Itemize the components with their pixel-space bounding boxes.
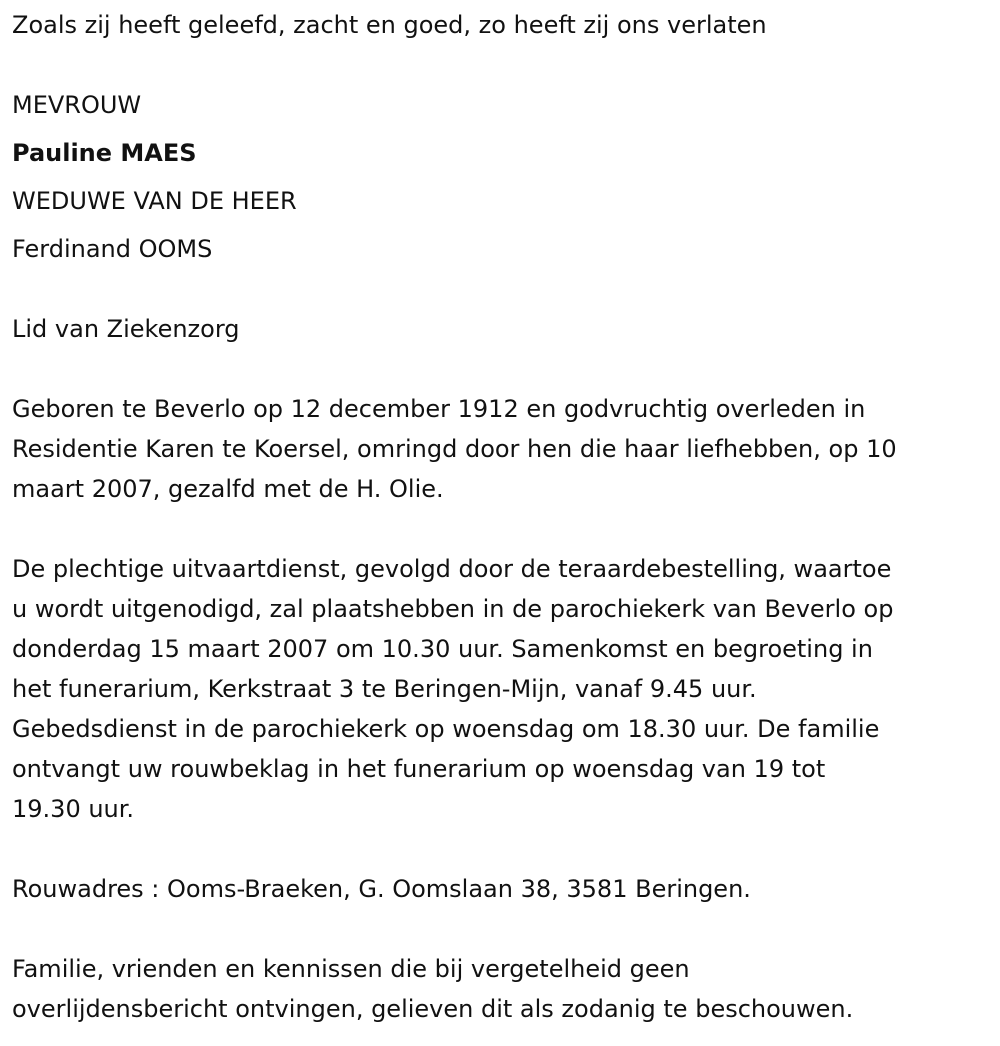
family-paragraph — [12, 949, 988, 1029]
birth-death-line: maart 2007, gezalfd met de H. Olie. — [12, 475, 444, 503]
family-line: Familie, vrienden en kennissen die bij vergetelheid geen — [12, 955, 690, 983]
birth-death-line: Geboren te Beverlo op 12 december 1912 en godvruchtig overleden in — [12, 395, 866, 423]
deceased-name: Pauline MAES — [12, 139, 197, 167]
section-spacer — [12, 349, 988, 389]
membership-line: Lid van Ziekenzorg — [12, 315, 240, 343]
section-spacer — [12, 829, 988, 869]
funeral-line: De plechtige uitvaartdienst, gevolgd door de teraardebestelling, waartoe — [12, 555, 892, 583]
address-line: Rouwadres : Ooms-Braeken, G. Oomslaan 38, 3581 Beringen. — [12, 875, 751, 903]
funeral-line: ontvangt uw rouwbeklag in het funerarium op woensdag van 19 tot — [12, 755, 826, 783]
family-line: overlijdensbericht ontvingen, gelieven dit als zodanig te beschouwen. — [12, 995, 854, 1023]
funeral-line: donderdag 15 maart 2007 om 10.30 uur. Samenkomst en begroeting in — [12, 635, 873, 663]
funeral-line: u wordt uitgenodigd, zal plaatshebben in de parochiekerk van Beverlo op — [12, 595, 894, 623]
funeral-line: 19.30 uur. — [12, 795, 135, 823]
section-spacer — [12, 269, 988, 309]
section-spacer — [12, 45, 988, 85]
birth-death-paragraph — [12, 389, 988, 509]
honorific-line: MEVROUW — [12, 91, 142, 119]
funeral-line: Gebedsdienst in de parochiekerk op woensdag om 18.30 uur. De familie — [12, 715, 880, 743]
widow-line: WEDUWE VAN DE HEER — [12, 187, 297, 215]
funeral-line: het funerarium, Kerkstraat 3 te Beringen-Mijn, vanaf 9.45 uur. — [12, 675, 757, 703]
opening-quote: Zoals zij heeft geleefd, zacht en goed, zo heeft zij ons verlaten — [12, 11, 767, 39]
section-spacer — [12, 509, 988, 549]
spouse-name: Ferdinand OOMS — [12, 235, 213, 263]
title-block — [12, 85, 988, 269]
section-spacer — [12, 909, 988, 949]
birth-death-line: Residentie Karen te Koersel, omringd door hen die haar liefhebben, op 10 — [12, 435, 897, 463]
funeral-paragraph — [12, 549, 988, 829]
